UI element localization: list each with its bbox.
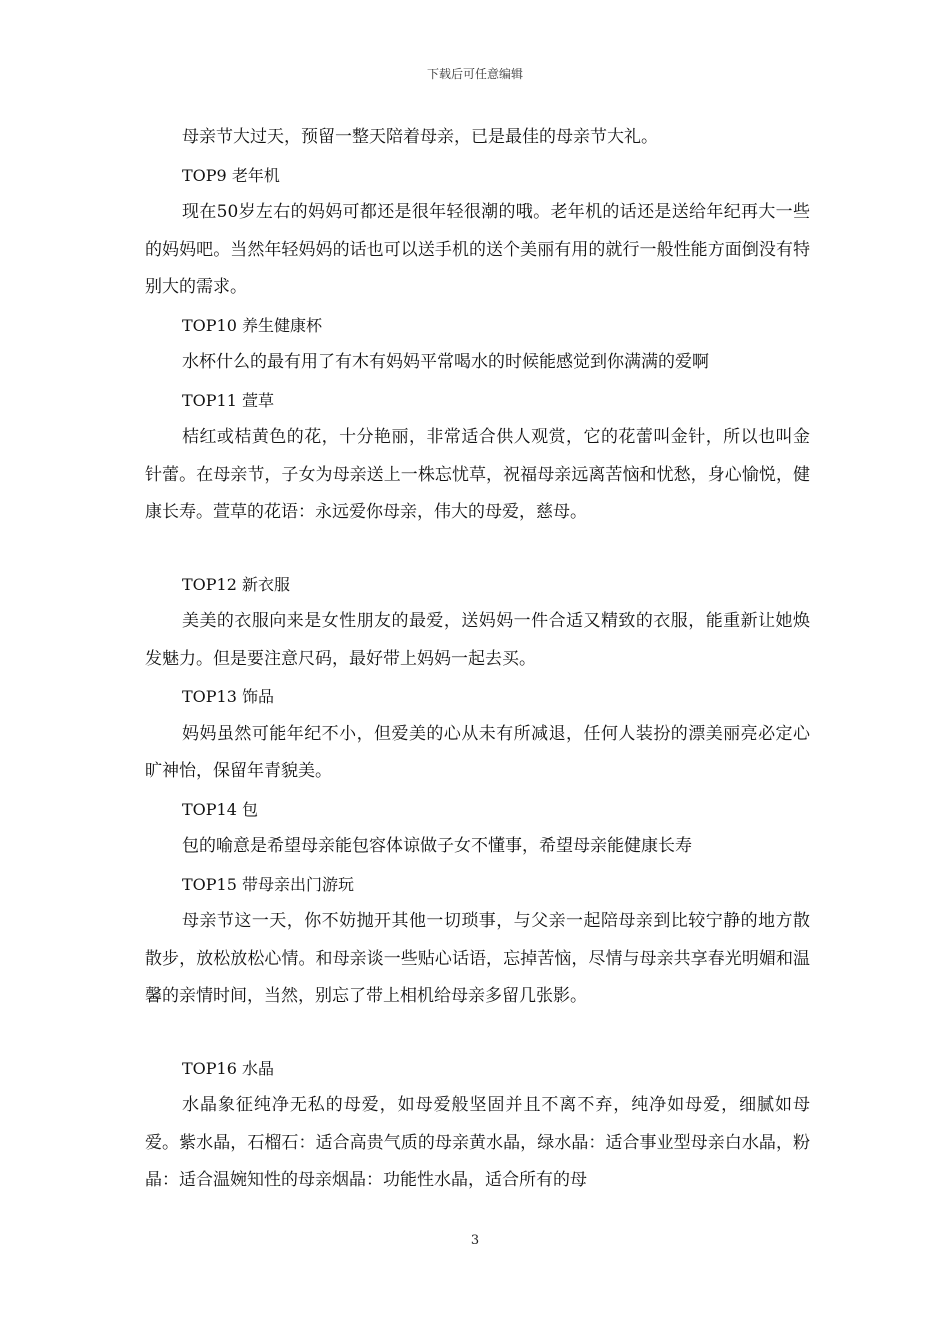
heading-top16: TOP16 水晶 <box>182 1058 275 1078</box>
heading-top12: TOP12 新衣服 <box>182 574 291 594</box>
blank-line <box>145 532 810 566</box>
paragraph-top10: 水杯什么的最有用了有木有妈妈平常喝水的时候能感觉到你满满的爱啊 <box>182 352 709 372</box>
heading-top13: TOP13 饰品 <box>182 687 275 706</box>
paragraph-top11: 桔红或桔黄色的花，十分艳丽，非常适合供人观赏，它的花蕾叫金针，所以也叫金针蕾。在母亲节，子女为母亲送上一株忘忧草，祝福母亲远离苦恼和忧愁，身心愉悦，健康长寿。萱草的花语：永远爱你母亲，伟大的母爱，慈母。 <box>145 427 810 522</box>
paragraph-mothers-day-gift: 母亲节大过天，预留一整天陪着母亲，已是最佳的母亲节大礼。 <box>182 127 658 147</box>
page-header-note: 下载后可任意编辑 <box>426 67 523 81</box>
heading-top10: TOP10 养生健康杯 <box>182 315 323 335</box>
paragraph-top15: 母亲节这一天，你不妨抛开其他一切琐事，与父亲一起陪母亲到比较宁静的地方散散步，放松放松心情。和母亲谈一些贴心话语，忘掉苦恼，尽情与母亲共享春光明媚和温馨的亲情时间，当然，别忘了带上相机给母亲多留几张影。 <box>145 911 810 1006</box>
paragraph-top13: 妈妈虽然可能年纪不小，但爱美的心从未有所减退，任何人装扮的漂美丽亮必定心旷神怡，保留年青貌美。 <box>145 723 810 781</box>
paragraph-top16: 水晶象征纯净无私的母爱，如母爱般坚固并且不离不弃，纯净如母爱，细腻如母爱。紫水晶，石榴石：适合高贵气质的母亲黄水晶，绿水晶：适合事业型母亲白水晶，粉晶：适合温婉知性的母亲烟晶：功能性水晶，适合所有的母 <box>145 1095 810 1190</box>
paragraph-top9: 现在50岁左右的妈妈可都还是很年轻很潮的哦。老年机的话还是送给年纪再大一些的妈妈吧。当然年轻妈妈的话也可以送手机的送个美丽有用的就行一般性能方面倒没有特别大的需求。 <box>145 202 810 297</box>
paragraph-top14: 包的喻意是希望母亲能包容体谅做子女不懂事，希望母亲能健康长寿 <box>182 836 692 856</box>
heading-top9: TOP9 老年机 <box>182 165 280 185</box>
heading-top14: TOP14 包 <box>182 799 259 819</box>
blank-line <box>145 1016 810 1050</box>
heading-top15: TOP15 带母亲出门游玩 <box>182 874 355 894</box>
paragraph-top12: 美美的衣服向来是女性朋友的最爱，送妈妈一件合适又精致的衣服，能重新让她焕发魅力。但是要注意尺码，最好带上妈妈一起去买。 <box>145 611 810 669</box>
page-number: 3 <box>470 1233 480 1248</box>
document-body <box>145 119 810 1200</box>
heading-top11: TOP11 萱草 <box>182 390 275 410</box>
